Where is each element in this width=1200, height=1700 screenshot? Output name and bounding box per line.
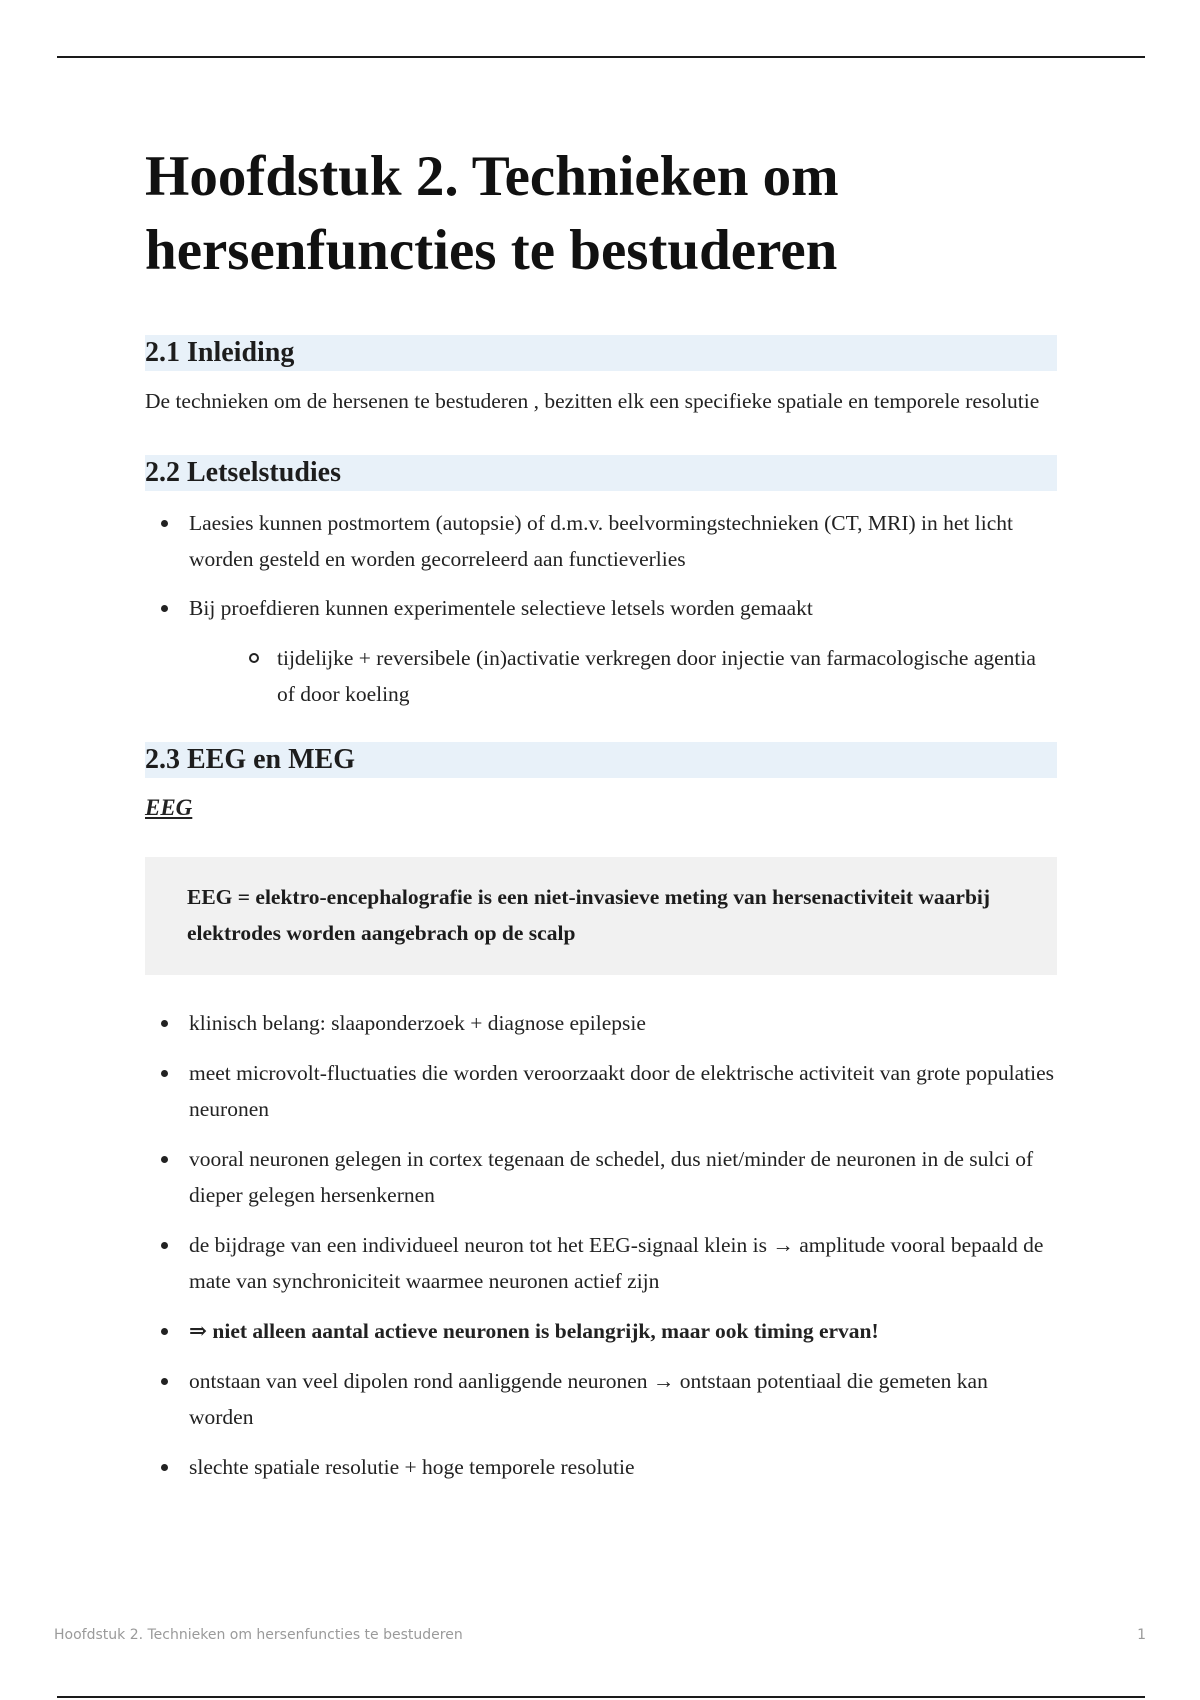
lesion-sublist — [233, 640, 1057, 712]
list-item — [145, 1227, 1057, 1299]
bullet-icon — [161, 520, 168, 527]
eeg-subheading: EEG — [145, 795, 193, 820]
bullet-icon — [161, 605, 168, 612]
list-item-text: ontstaan van veel dipolen rond aanliggende neuronen → ontstaan potentiaal die gemeten kan worden — [189, 1369, 988, 1429]
list-item — [145, 1141, 1057, 1213]
sub-list-item — [233, 640, 1057, 712]
eeg-definition-callout: EEG = elektro-encephalografie is een niet-invasieve meting van hersenactiviteit waarbij elektrodes worden aangebrach op de scalp — [145, 857, 1057, 975]
bullet-icon — [161, 1242, 168, 1249]
eeg-list — [145, 1005, 1057, 1485]
bullet-icon — [161, 1328, 168, 1335]
list-item-text: slechte spatiale resolutie + hoge temporele resolutie — [189, 1455, 635, 1479]
list-item — [145, 1313, 1057, 1349]
section-heading-intro: 2.1 Inleiding — [145, 335, 1057, 371]
bullet-icon — [161, 1020, 168, 1027]
bullet-icon — [161, 1378, 168, 1385]
list-item — [145, 1055, 1057, 1127]
bullet-icon — [161, 1464, 168, 1471]
lesion-list — [145, 505, 1057, 712]
list-item-text: de bijdrage van een individueel neuron tot het EEG-signaal klein is → amplitude vooral bepaald de mate van synchroniciteit waarmee neuronen actief zijn — [189, 1233, 1044, 1293]
footer-title: Hoofdstuk 2. Technieken om hersenfuncties te bestuderen — [54, 1627, 463, 1643]
list-item-text: klinisch belang: slaaponderzoek + diagnose epilepsie — [189, 1011, 646, 1035]
section-heading-lesion-studies: 2.2 Letselstudies — [145, 455, 1057, 491]
top-rule — [57, 56, 1145, 58]
circle-bullet-icon — [249, 653, 259, 663]
list-item-text: Bij proefdieren kunnen experimentele selectieve letsels worden gemaakt — [189, 596, 813, 620]
list-item — [145, 1363, 1057, 1435]
list-item — [145, 1005, 1057, 1041]
bullet-icon — [161, 1070, 168, 1077]
bullet-icon — [161, 1156, 168, 1163]
sub-list-item-text: tijdelijke + reversibele (in)activatie verkregen door injectie van farmacologische agentia of door koeling — [277, 646, 1036, 706]
list-item-text: meet microvolt-fluctuaties die worden veroorzaakt door de elektrische activiteit van grote populaties neuronen — [189, 1061, 1055, 1121]
list-item-text: Laesies kunnen postmortem (autopsie) of d.m.v. beelvormingstechnieken (CT, MRI) in het licht worden gesteld en worden gecorreleerd aan functieverlies — [189, 511, 1013, 571]
page-content — [145, 140, 1057, 1485]
list-item-text-emphasis: ⇒ niet alleen aantal actieve neuronen is belangrijk, maar ook timing ervan! — [189, 1319, 879, 1343]
intro-paragraph: De technieken om de hersenen te bestuderen , bezitten elk een specifieke spatiale en temporele resolutie — [145, 389, 1040, 413]
bottom-rule — [57, 1696, 1145, 1698]
list-item — [145, 505, 1057, 577]
page-number: 1 — [1137, 1627, 1146, 1643]
list-item — [145, 1449, 1057, 1485]
list-item — [145, 590, 1057, 712]
document-title: Hoofdstuk 2. Technieken om hersenfuncties te bestuderen — [145, 145, 839, 282]
list-item-text: vooral neuronen gelegen in cortex tegenaan de schedel, dus niet/minder de neuronen in de sulci of dieper gelegen hersenkernen — [189, 1147, 1034, 1207]
section-heading-eeg-meg: 2.3 EEG en MEG — [145, 742, 1057, 778]
